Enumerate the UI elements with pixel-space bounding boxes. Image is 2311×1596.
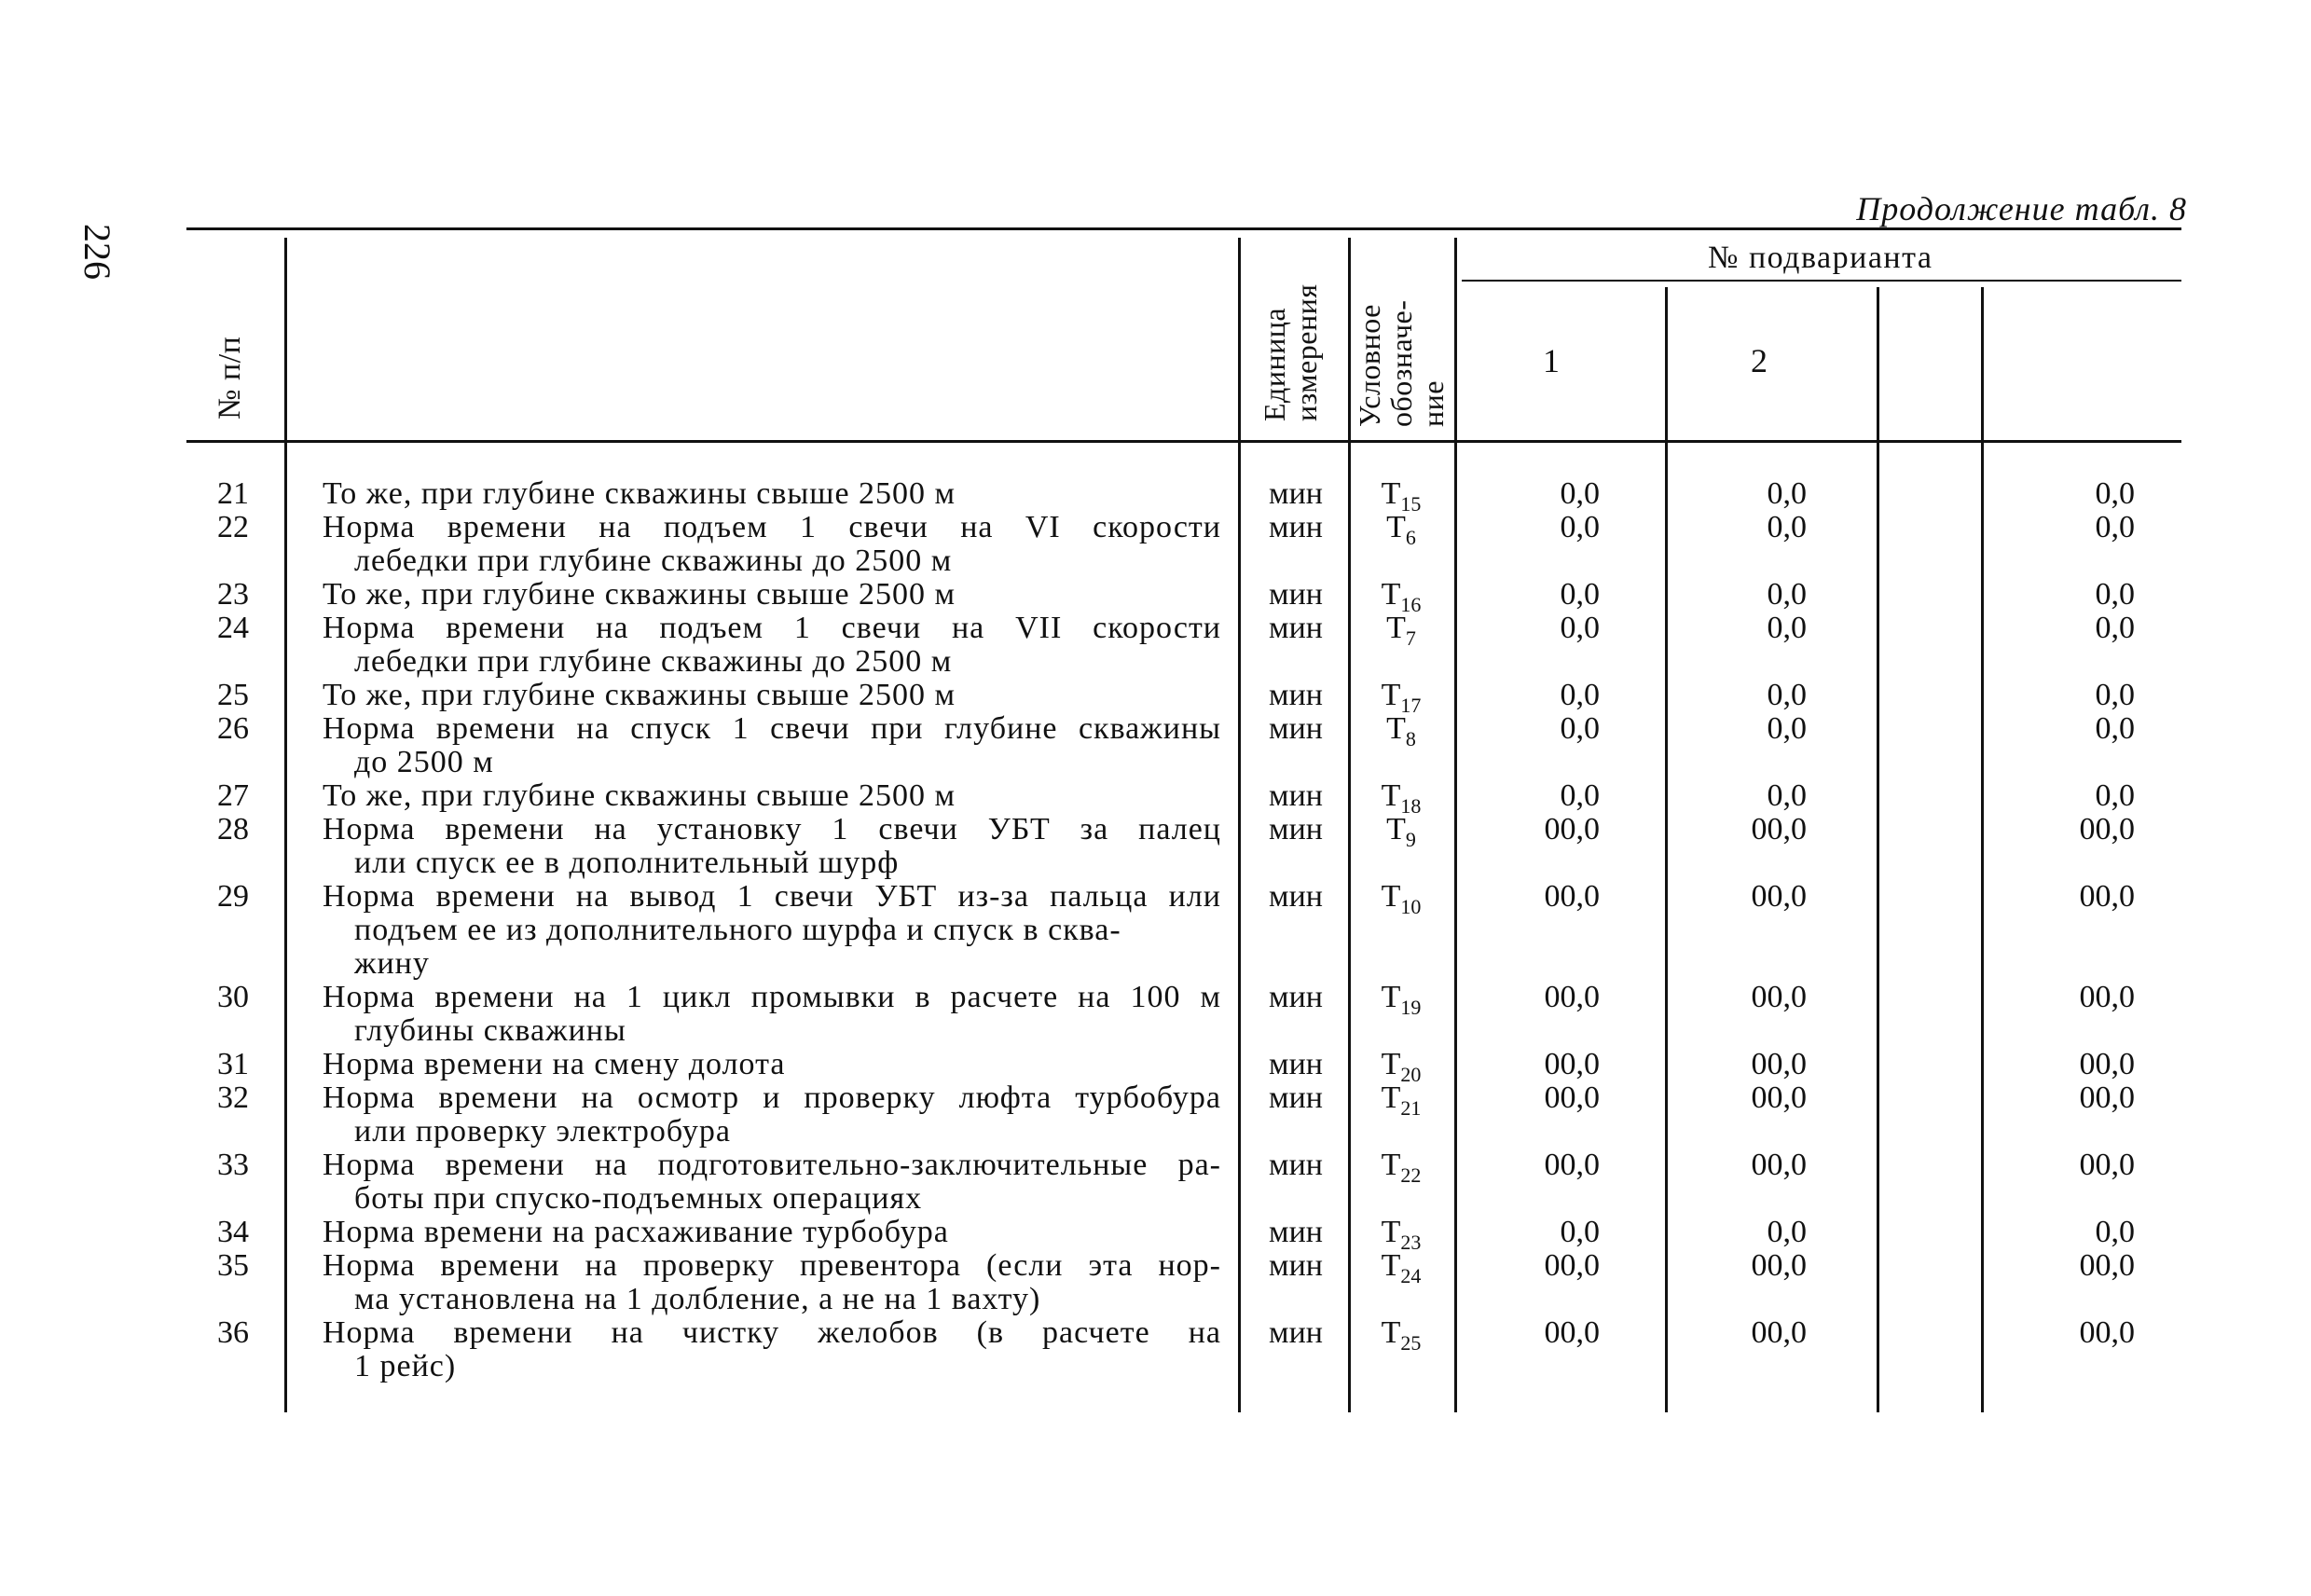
symbol-subscript: 8 xyxy=(1405,726,1416,750)
subvariant-1-value: 00,0 xyxy=(1544,980,1600,1014)
symbol-letter: T xyxy=(1381,577,1401,612)
symbol-letter: T xyxy=(1381,1215,1401,1249)
unit-cell: мин xyxy=(1269,1047,1323,1081)
table-continuation-caption: Продолжение табл. 8 xyxy=(1856,190,2187,227)
row-description xyxy=(323,813,1221,880)
description-line: Норма времени на вывод 1 свечи УБТ из-за пальца или xyxy=(323,879,1221,914)
row-description xyxy=(323,679,1221,712)
description-line: Норма времени на спуск 1 свечи при глубине скважины xyxy=(323,711,1221,746)
page-number: 226 xyxy=(76,224,118,280)
symbol-letter: T xyxy=(1381,1315,1401,1350)
description-line: Норма времени на смену долота xyxy=(323,1047,786,1081)
unit-cell: мин xyxy=(1269,1215,1323,1249)
unit-cell: мин xyxy=(1269,1248,1323,1283)
row-number: 25 xyxy=(217,678,249,712)
subvariant-1-value: 0,0 xyxy=(1560,611,1600,645)
subvariant-1-value: 0,0 xyxy=(1560,711,1600,746)
symbol-cell xyxy=(1364,1249,1438,1293)
row-number: 33 xyxy=(217,1148,249,1182)
subvariant-2-value: 0,0 xyxy=(1767,611,1807,645)
subvariant-2-value: 00,0 xyxy=(1751,879,1807,914)
symbol-letter: T xyxy=(1381,879,1401,914)
symbol-subscript: 7 xyxy=(1405,626,1416,650)
subvariant-1-value: 0,0 xyxy=(1560,678,1600,712)
description-line: Норма времени на расхаживание турбобура xyxy=(323,1215,949,1249)
description-line: То же, при глубине скважины свыше 2500 м xyxy=(323,577,956,612)
row-description xyxy=(323,779,1221,813)
unit-cell: мин xyxy=(1269,980,1323,1014)
row-number: 36 xyxy=(217,1315,249,1350)
subvariant-3-value: 0,0 xyxy=(2095,778,2135,813)
subvariant-rule xyxy=(1462,280,2181,282)
symbol-subscript: 24 xyxy=(1400,1263,1422,1287)
description-line: Норма времени на чистку желобов (в расчете на xyxy=(323,1315,1221,1350)
subvariant-3-divider xyxy=(1981,287,1984,1412)
row-number: 24 xyxy=(217,611,249,645)
subvariant-2-value: 0,0 xyxy=(1767,510,1807,544)
subvariant-1-value: 0,0 xyxy=(1560,778,1600,813)
subvariant-2-value: 00,0 xyxy=(1751,1047,1807,1081)
subvariant-1-value: 0,0 xyxy=(1560,1215,1600,1249)
subvariant-1-value: 00,0 xyxy=(1544,1047,1600,1081)
unit-cell: мин xyxy=(1269,711,1323,746)
row-number: 26 xyxy=(217,711,249,746)
row-description xyxy=(323,981,1221,1048)
header-symbol-line2: обозначе- xyxy=(1384,299,1418,427)
subvariant-1-value: 00,0 xyxy=(1544,812,1600,846)
header-symbol xyxy=(1354,300,1449,427)
row-number: 31 xyxy=(217,1047,249,1081)
row-number: 28 xyxy=(217,812,249,846)
symbol-subscript: 6 xyxy=(1405,525,1416,549)
header-symbol-line1: Условное xyxy=(1353,304,1386,427)
symbol-cell xyxy=(1364,813,1438,857)
description-line: Норма времени на проверку превентора (если эта нор- xyxy=(323,1248,1221,1283)
symbol-cell xyxy=(1364,981,1438,1025)
description-line: 1 рейс) xyxy=(354,1349,457,1383)
row-number: 29 xyxy=(217,879,249,914)
unit-cell: мин xyxy=(1269,510,1323,544)
row-description xyxy=(323,712,1221,779)
symbol-subscript: 19 xyxy=(1400,995,1422,1019)
header-unit-line1: Единица xyxy=(1258,307,1291,421)
symbol-letter: T xyxy=(1381,476,1401,511)
symbol-subscript: 17 xyxy=(1400,693,1422,717)
subvariant-1-value: 00,0 xyxy=(1544,1315,1600,1350)
symbol-letter: T xyxy=(1381,678,1401,712)
symbol-letter: T xyxy=(1381,778,1401,813)
symbol-subscript: 15 xyxy=(1400,491,1422,516)
subvariant-1-value: 0,0 xyxy=(1560,476,1600,511)
symbol-subscript: 21 xyxy=(1400,1095,1422,1120)
subvariant-2-value: 0,0 xyxy=(1767,577,1807,612)
subvariant-2-value: 0,0 xyxy=(1767,778,1807,813)
subvariant-1-value: 0,0 xyxy=(1560,510,1600,544)
row-description xyxy=(323,1081,1221,1149)
row-number: 32 xyxy=(217,1080,249,1115)
description-line: глубины скважины xyxy=(354,1013,626,1048)
header-subvariant-title: № подварианта xyxy=(1708,241,1933,275)
symbol-letter: T xyxy=(1386,812,1406,846)
header-unit-line2: измерения xyxy=(1289,283,1323,421)
subvariant-3-value: 00,0 xyxy=(2079,1047,2135,1081)
subvariant-2-value: 00,0 xyxy=(1751,1080,1807,1115)
num-col-divider xyxy=(284,238,287,1412)
subvariant-2-value: 0,0 xyxy=(1767,1215,1807,1249)
description-line: лебедки при глубине скважины до 2500 м xyxy=(354,644,953,679)
symbol-subscript: 25 xyxy=(1400,1330,1422,1355)
row-number: 30 xyxy=(217,980,249,1014)
symbol-cell xyxy=(1364,511,1438,555)
subvariant-2-value: 00,0 xyxy=(1751,1248,1807,1283)
unit-cell: мин xyxy=(1269,1315,1323,1350)
row-description xyxy=(323,880,1221,981)
row-description xyxy=(323,511,1221,578)
unit-cell: мин xyxy=(1269,476,1323,511)
symbol-letter: T xyxy=(1381,1080,1401,1115)
row-description xyxy=(323,1048,1221,1081)
row-number: 23 xyxy=(217,577,249,612)
row-description xyxy=(323,1149,1221,1216)
subvariant-1-value: 0,0 xyxy=(1560,577,1600,612)
unit-cell: мин xyxy=(1269,678,1323,712)
description-line: Норма времени на 1 цикл промывки в расчете на 100 м xyxy=(323,980,1221,1014)
subvariant-3-value: 0,0 xyxy=(2095,611,2135,645)
description-line: или проверку электробура xyxy=(354,1114,732,1149)
desc-col-divider xyxy=(1238,238,1241,1412)
subvariant-2-value: 0,0 xyxy=(1767,476,1807,511)
unit-cell: мин xyxy=(1269,879,1323,914)
symbol-cell xyxy=(1364,880,1438,924)
row-number: 35 xyxy=(217,1248,249,1283)
subvariant-3-value: 0,0 xyxy=(2095,678,2135,712)
symbol-subscript: 23 xyxy=(1400,1230,1422,1254)
description-line: То же, при глубине скважины свыше 2500 м xyxy=(323,778,956,813)
symbol-cell xyxy=(1364,712,1438,756)
symbol-letter: T xyxy=(1381,1148,1401,1182)
header-bottom-rule xyxy=(186,440,2181,443)
description-line: или спуск ее в дополнительный шурф xyxy=(354,846,900,880)
description-line: жину xyxy=(354,946,430,981)
description-line: подъем ее из дополнительного шурфа и спуск в сква- xyxy=(354,913,1121,947)
row-number: 27 xyxy=(217,778,249,813)
symbol-letter: T xyxy=(1386,510,1406,544)
header-num: № п/п xyxy=(213,336,247,420)
subvariant-2-value: 00,0 xyxy=(1751,980,1807,1014)
description-line: до 2500 м xyxy=(354,745,494,779)
subvariant-3-value: 0,0 xyxy=(2095,1215,2135,1249)
subvariant-3-value: 0,0 xyxy=(2095,510,2135,544)
subvariant-2-value: 0,0 xyxy=(1767,678,1807,712)
description-line: Норма времени на осмотр и проверку люфта турбобура xyxy=(323,1080,1221,1115)
symbol-cell xyxy=(1364,1081,1438,1125)
subvariant-3-value: 00,0 xyxy=(2079,879,2135,914)
symbol-letter: T xyxy=(1381,1047,1401,1081)
subvariant-2-value: 00,0 xyxy=(1751,1315,1807,1350)
symbol-subscript: 20 xyxy=(1400,1062,1422,1086)
unit-cell: мин xyxy=(1269,812,1323,846)
subvariant-3-value: 00,0 xyxy=(2079,980,2135,1014)
subvariant-1-value: 00,0 xyxy=(1544,1148,1600,1182)
description-line: Норма времени на подготовительно-заключительные ра- xyxy=(323,1148,1221,1182)
symbol-subscript: 10 xyxy=(1400,894,1422,918)
header-symbol-line3: ние xyxy=(1416,380,1450,427)
symbol-letter: T xyxy=(1386,611,1406,645)
row-description xyxy=(323,477,1221,511)
description-line: лебедки при глубине скважины до 2500 м xyxy=(354,543,953,578)
subvariant-3-value: 00,0 xyxy=(2079,1148,2135,1182)
subvariant-3-value: 0,0 xyxy=(2095,577,2135,612)
subvariant-2-value: 0,0 xyxy=(1767,711,1807,746)
symbol-subscript: 16 xyxy=(1400,592,1422,616)
symbol-letter: T xyxy=(1381,1248,1401,1283)
unit-cell: мин xyxy=(1269,577,1323,612)
subvariant-1-value: 00,0 xyxy=(1544,1080,1600,1115)
subvariant-3-value: 0,0 xyxy=(2095,476,2135,511)
unit-cell: мин xyxy=(1269,1148,1323,1182)
subvariant-1-value: 00,0 xyxy=(1544,1248,1600,1283)
subvariant-2-value: 00,0 xyxy=(1751,1148,1807,1182)
row-number: 21 xyxy=(217,476,249,511)
subvariant-2-divider xyxy=(1877,287,1879,1412)
subvariant-3-value: 0,0 xyxy=(2095,711,2135,746)
unit-cell: мин xyxy=(1269,1080,1323,1115)
subvariant-3-value: 00,0 xyxy=(2079,812,2135,846)
unit-cell: мин xyxy=(1269,778,1323,813)
symbol-subscript: 9 xyxy=(1405,827,1416,851)
subvariant-3-value: 00,0 xyxy=(2079,1080,2135,1115)
row-description xyxy=(323,578,1221,612)
row-description xyxy=(323,1216,1221,1249)
row-description xyxy=(323,612,1221,679)
header-subvariant-2: 2 xyxy=(1751,342,1768,379)
description-line: Норма времени на установку 1 свечи УБТ за палец xyxy=(323,812,1221,846)
description-line: Норма времени на подъем 1 свечи на VII скорости xyxy=(323,611,1221,645)
row-number: 22 xyxy=(217,510,249,544)
row-number: 34 xyxy=(217,1215,249,1249)
subvariant-3-value: 00,0 xyxy=(2079,1248,2135,1283)
row-description xyxy=(323,1316,1221,1383)
symbol-letter: T xyxy=(1386,711,1406,746)
header-subvariant-1: 1 xyxy=(1543,342,1560,379)
symbol-letter: T xyxy=(1381,980,1401,1014)
symbol-cell xyxy=(1364,1316,1438,1360)
unit-cell: мин xyxy=(1269,611,1323,645)
subvariant-3-value: 00,0 xyxy=(2079,1315,2135,1350)
description-line: То же, при глубине скважины свыше 2500 м xyxy=(323,476,956,511)
symbol-cell xyxy=(1364,612,1438,655)
description-line: То же, при глубине скважины свыше 2500 м xyxy=(323,678,956,712)
unit-col-divider xyxy=(1348,238,1351,1412)
description-line: ма установлена на 1 долбление, а не на 1 вахту) xyxy=(354,1282,1041,1316)
subvariant-1-value: 00,0 xyxy=(1544,879,1600,914)
row-description xyxy=(323,1249,1221,1316)
symbol-subscript: 22 xyxy=(1400,1163,1422,1187)
description-line: боты при спуско-подъемных операциях xyxy=(354,1181,923,1216)
symbol-cell xyxy=(1364,1149,1438,1192)
header-unit xyxy=(1259,284,1322,421)
table-top-rule xyxy=(186,227,2181,230)
subvariant-2-value: 00,0 xyxy=(1751,812,1807,846)
description-line: Норма времени на подъем 1 свечи на VI скорости xyxy=(323,510,1221,544)
symbol-subscript: 18 xyxy=(1400,793,1422,818)
